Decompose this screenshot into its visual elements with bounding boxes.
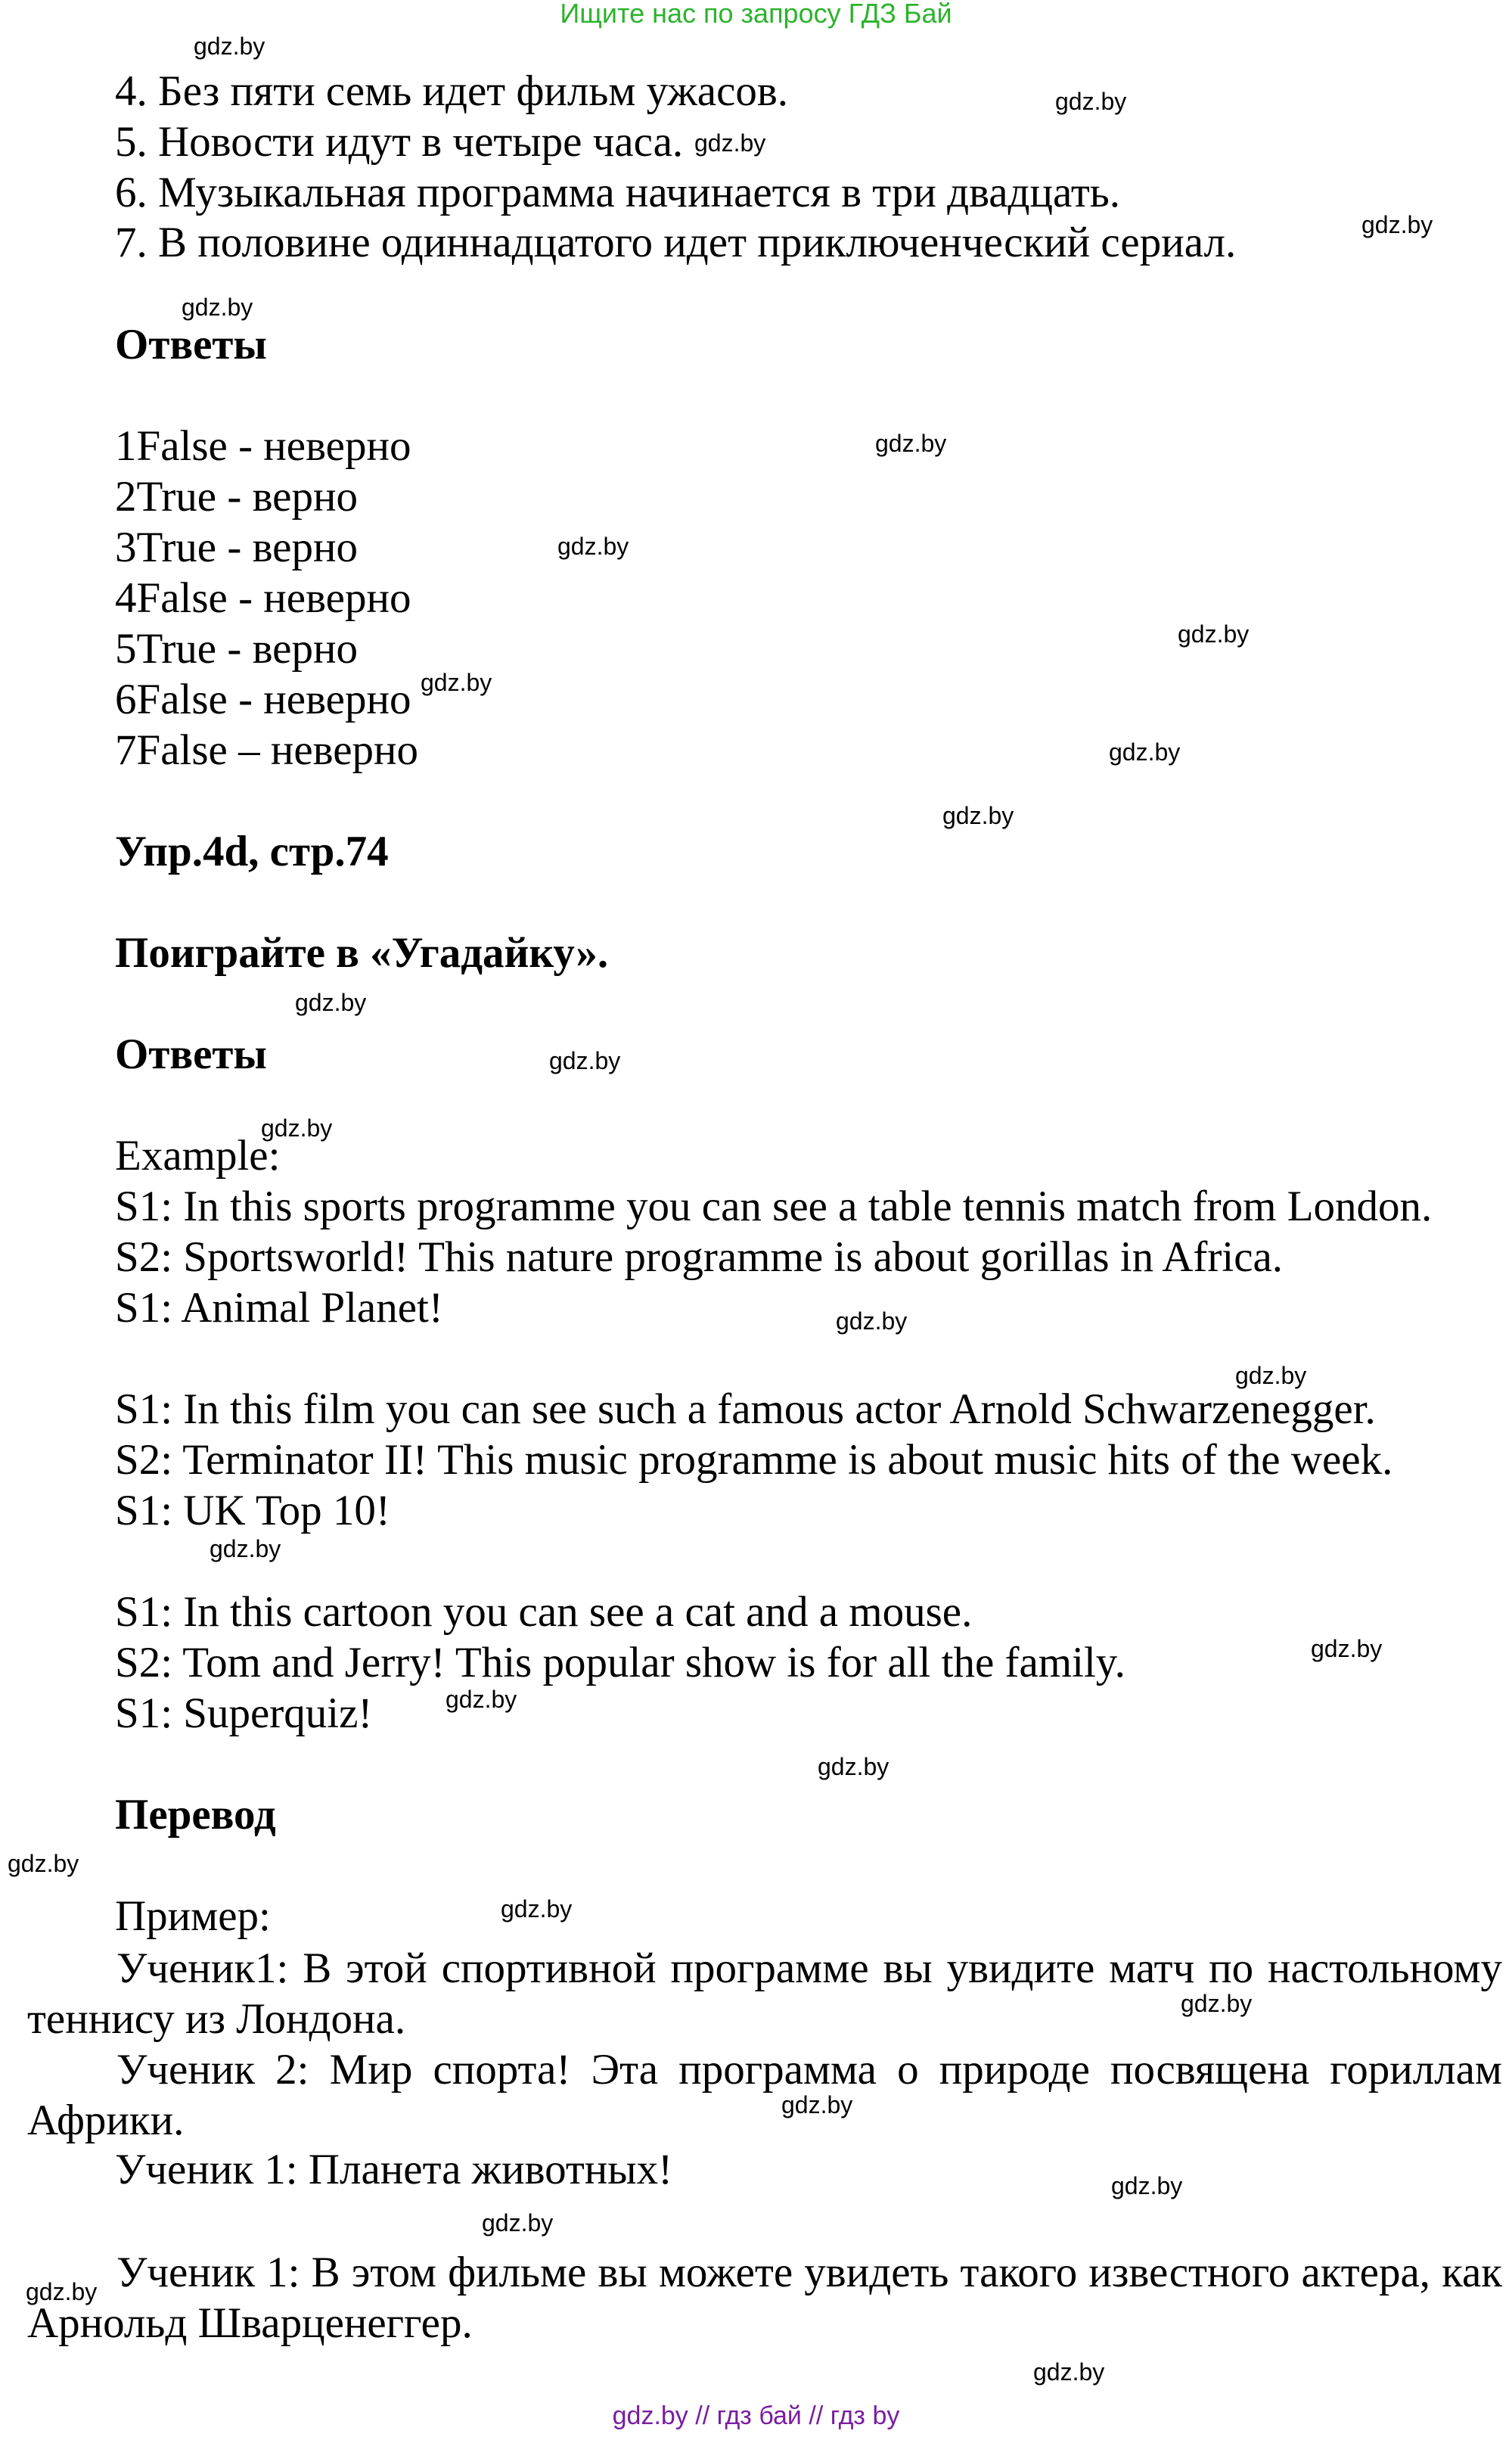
dialogue-line: S1: In this cartoon you can see a cat and a mouse. <box>115 1588 973 1636</box>
watermark: gdz.by <box>1178 620 1250 648</box>
watermark: gdz.by <box>210 1535 281 1562</box>
answer-item: 3True - верно <box>115 524 358 571</box>
watermark: gdz.by <box>818 1753 890 1780</box>
translation-line: Ученик 1: Планета животных! <box>115 2146 673 2193</box>
text-line: 6. Музыкальная программа начинается в три двадцать. <box>115 169 1121 216</box>
dialogue-line: S1: Superquiz! <box>115 1689 373 1737</box>
answer-item: 5True - верно <box>115 625 358 673</box>
watermark: gdz.by <box>1033 2358 1105 2386</box>
watermark: gdz.by <box>1109 738 1181 766</box>
answer-item: 2True - верно <box>115 473 358 521</box>
answer-item: 6False - неверно <box>115 676 411 723</box>
watermark: gdz.by <box>8 1850 79 1877</box>
dialogue-line: S2: Sportsworld! This nature programme is about gorillas in Africa. <box>115 1233 1284 1281</box>
section-heading-translation: Перевод <box>115 1791 276 1839</box>
section-heading-answers: Ответы <box>115 1030 267 1078</box>
watermark: gdz.by <box>836 1307 908 1335</box>
dialogue-line: S2: Terminator II! This music programme is about music hits of the week. <box>115 1436 1393 1484</box>
task-heading: Поиграйте в «Угадайку». <box>115 929 609 977</box>
answer-item: 4False - неверно <box>115 574 411 622</box>
watermark: gdz.by <box>482 2209 554 2237</box>
footer-links[interactable]: gdz.by // гдз бай // гдз by <box>612 2401 900 2430</box>
dialogue-line: S1: In this film you can see such a famous actor Arnold Schwarzenegger. <box>115 1385 1376 1433</box>
dialogue-line: S1: Animal Planet! <box>115 1284 443 1332</box>
watermark: gdz.by <box>261 1114 333 1142</box>
answer-item: 7False – неверно <box>115 726 419 774</box>
watermark: gdz.by <box>26 2278 98 2305</box>
watermark: gdz.by <box>1311 1635 1383 1662</box>
translation-paragraph: Ученик1: В этой спортивной программе вы увидите матч по настольному теннису из Лондона. <box>27 1944 1502 2043</box>
translation-paragraph: Ученик 1: В этом фильме вы можете увидеть такого известного актера, как Арнольд Шварценеггер. <box>27 2249 1502 2347</box>
watermark: gdz.by <box>781 2091 853 2118</box>
watermark: gdz.by <box>1111 2172 1183 2199</box>
watermark: gdz.by <box>421 669 492 696</box>
example-label: Example: <box>115 1132 281 1180</box>
answer-item: 1False - неверно <box>115 422 411 470</box>
watermark: gdz.by <box>182 294 253 321</box>
watermark: gdz.by <box>501 1895 573 1923</box>
watermark: gdz.by <box>1181 1990 1253 2017</box>
section-heading-answers: Ответы <box>115 321 267 368</box>
watermark: gdz.by <box>446 1686 517 1713</box>
dialogue-line: S1: UK Top 10! <box>115 1487 390 1534</box>
watermark: gdz.by <box>1361 211 1433 238</box>
text-line: 7. В половине одиннадцатого идет приключенческий сериал. <box>115 219 1237 266</box>
text-line: 5. Новости идут в четыре часа. <box>115 118 684 166</box>
watermark: gdz.by <box>557 533 629 560</box>
watermark: gdz.by <box>875 430 947 457</box>
translation-paragraph: Ученик 2: Мир спорта! Эта программа о природе посвящена гориллам Африки. <box>27 2046 1502 2144</box>
text-line: 4. Без пяти семь идет фильм ужасов. <box>115 67 789 115</box>
watermark: gdz.by <box>1055 88 1127 115</box>
translation-example-label: Пример: <box>115 1892 271 1940</box>
header-search-link[interactable]: Ищите нас по запросу ГДЗ Бай <box>560 0 952 29</box>
watermark: gdz.by <box>194 33 265 60</box>
dialogue-line: S2: Tom and Jerry! This popular show is for all the family. <box>115 1639 1125 1686</box>
watermark: gdz.by <box>295 989 367 1016</box>
watermark: gdz.by <box>694 129 766 157</box>
watermark: gdz.by <box>1235 1362 1307 1389</box>
watermark: gdz.by <box>942 802 1014 829</box>
exercise-heading: Упр.4d, стр.74 <box>115 828 389 875</box>
dialogue-line: S1: In this sports programme you can see a table tennis match from London. <box>115 1183 1433 1230</box>
watermark: gdz.by <box>549 1047 621 1074</box>
